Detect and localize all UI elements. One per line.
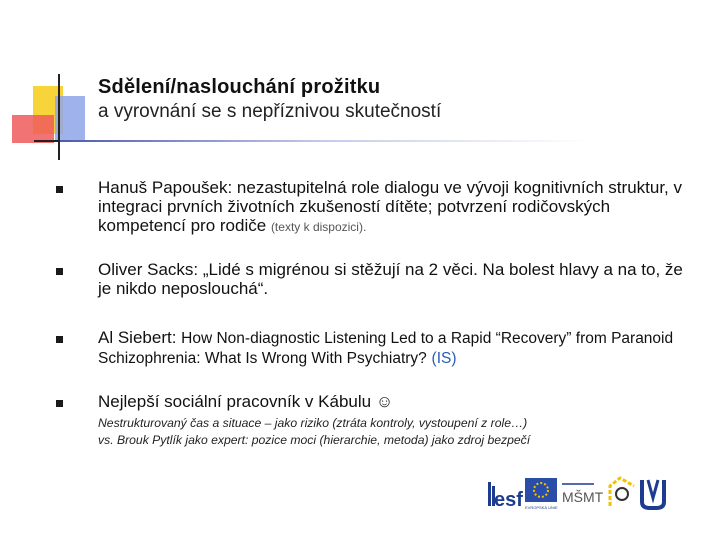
title-line-2: a vyrovnání se s nepříznivou skutečností [98,101,442,122]
bullet-4 [56,400,63,407]
bullet-3 [56,336,63,343]
esf-logo-text: esf [494,489,523,510]
item-1-note: (texty k dispozici). [270,220,367,234]
msmt-logo [562,484,604,505]
university-logo [642,480,664,508]
eu-flag-caption: EVROPSKÁ UNIE [525,505,558,510]
op-logo [610,478,634,506]
title-decoration [0,70,100,170]
item-3-author: Al Siebert: [98,328,177,347]
title-underline [60,140,590,142]
msmt-logo-text: MŠMT [562,489,604,505]
slide-title [98,74,698,124]
item-1-text: Hanuš Papoušek: nezastupitelná role dialogu ve vývoji kognitivních struktur, v integraci prvních životních zkušeností dítěte; potvrzení rodičovských kompetencí pro rodiče [98,178,682,235]
list-item-sacks [98,260,698,298]
list-item-papousek [98,178,698,237]
funding-logos [488,476,694,510]
item-4-sub-line-2: vs. Brouk Pytlík jako expert: pozice moci (hierarchie, metoda) jako zdroj bezpečí [98,433,531,447]
item-3-link[interactable]: (IS) [431,350,457,367]
decor-red-square [12,115,54,143]
list-item-kabul [98,392,698,411]
item-4-sub-line-1: Nestrukturovaný čas a situace – jako riziko (ztráta kontroly, vystoupení z role…) [98,416,528,430]
logos-svg [488,476,694,510]
smiley-icon: ☺ [375,392,394,411]
item-4-sub [98,415,698,449]
list-item-siebert [98,328,698,368]
bullet-1 [56,186,63,193]
esf-logo [488,482,523,510]
eu-flag-logo [525,478,558,510]
item-2-text: Oliver Sacks: „Lidé s migrénou si stěžují na 2 věci. Na bolest hlavy a na to, že je nikdo neposlouchá“. [98,260,683,298]
decor-vertical-line [58,74,60,160]
item-4-text: Nejlepší sociální pracovník v Kábulu [98,392,372,411]
item-3-title: How Non-diagnostic Listening Led to a Rapid “Recovery” from Paranoid Schizophrenia: What Is Wrong With Psychiatry? [98,330,674,367]
title-line-1: Sdělení/naslouchání prožitku [98,76,381,98]
bullet-2 [56,268,63,275]
